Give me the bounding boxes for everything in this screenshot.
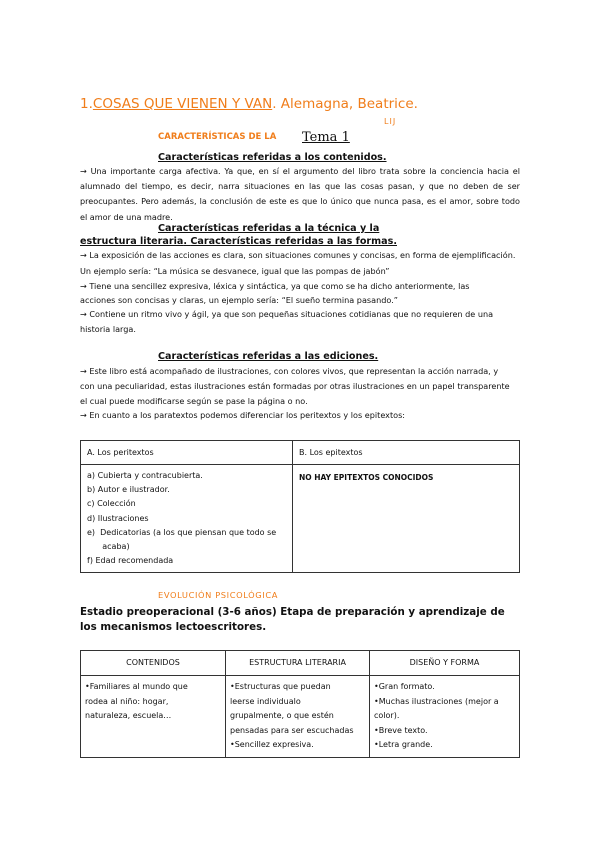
contenidos-cell bbox=[81, 676, 226, 758]
peritextos-cell bbox=[81, 465, 293, 573]
cell-line: •Gran formato. bbox=[374, 682, 435, 691]
list-item: f) Edad recomendada bbox=[87, 556, 174, 566]
contenidos-text: → Una importante carga afectiva. Ya que, en sí el argumento del libro trata sobre la conciencia hacia el alumnado del tiempo, es decir, narra situaciones en las que las cosas pasan, y que no deben de ser preocupantes. Pero además, la conclusión de este es que lo único que nunca pasa, es el amor, sobre todo el amor de una madre. bbox=[80, 166, 520, 222]
estructura-cell bbox=[226, 676, 370, 758]
book-title: COSAS QUE VIENEN Y VAN bbox=[92, 96, 273, 112]
list-item: a) Cubierta y contracubierta. bbox=[87, 471, 203, 480]
cell-line: grupalmente, o que estén bbox=[230, 711, 334, 721]
list-item: acaba) bbox=[87, 542, 130, 552]
tecnica-line: historia larga. bbox=[80, 324, 136, 334]
cell-line: •Estructuras que puedan bbox=[230, 682, 331, 691]
cell-line: •Letra grande. bbox=[374, 740, 433, 750]
cell-line: leerse individualo bbox=[230, 696, 301, 706]
estadio-heading: Estadio preoperacional (3-6 años) Etapa de preparación y aprendizaje de los mecanismos lectoescritores. bbox=[80, 606, 505, 633]
epitextos-header: B. Los epitextos bbox=[293, 441, 520, 465]
tecnica-line: → La exposición de las acciones es clara, son situaciones comunes y concisas, en forma de ejemplificación. bbox=[80, 250, 516, 260]
cell-line: naturaleza, escuela… bbox=[85, 711, 172, 721]
list-item: c) Colección bbox=[87, 499, 136, 509]
cell-line: •Breve texto. bbox=[374, 725, 428, 735]
tecnica-heading-1: Características referidas a la técnica y la bbox=[158, 223, 380, 234]
tema-heading: Tema 1 bbox=[302, 130, 350, 145]
tecnica-heading-2 bbox=[80, 236, 397, 247]
cell-line: •Sencillez expresiva. bbox=[230, 740, 314, 750]
cell-line: pensadas para ser escuchadas bbox=[230, 725, 354, 735]
cell-line: color). bbox=[374, 711, 400, 721]
diseno-cell bbox=[370, 676, 520, 758]
tecnica-line: acciones son concisas y claras, un ejemplo sería: “El sueño termina pasando.” bbox=[80, 295, 398, 305]
cell-line: •Muchas ilustraciones (mejor a bbox=[374, 696, 499, 706]
document-title bbox=[80, 96, 418, 112]
ediciones-line: → Este libro está acompañado de ilustraciones, con colores vivos, que representan la acción narrada, y bbox=[80, 366, 499, 376]
evolucion-label: EVOLUCIÓN PSICOLÓGICA bbox=[158, 590, 279, 600]
ediciones-line: el cual puede modificarse según se pase la página o no. bbox=[80, 396, 308, 406]
header-contenidos: CONTENIDOS bbox=[81, 651, 226, 676]
epitextos-cell: NO HAY EPITEXTOS CONOCIDOS bbox=[293, 465, 520, 573]
list-item: e) Dedicatorias (a los que piensan que todo se bbox=[87, 527, 277, 537]
paratextos-table bbox=[80, 440, 520, 573]
evolucion-table bbox=[80, 650, 520, 758]
tecnica-line: → Tiene una sencillez expresiva, léxica y sintáctica, ya que como se ha dicho anteriormente, las bbox=[80, 281, 470, 291]
header-diseno: DISEÑO Y FORMA bbox=[370, 651, 520, 676]
heading-separator: . bbox=[183, 236, 191, 247]
contenidos-heading: Características referidas a los contenidos. bbox=[158, 152, 387, 163]
ediciones-heading: Características referidas a las ediciones. bbox=[158, 351, 379, 362]
title-number: 1. bbox=[80, 96, 93, 112]
estructura-heading: estructura literaria bbox=[80, 236, 184, 247]
formas-heading: Características referidas a las formas. bbox=[190, 236, 397, 247]
header-estructura: ESTRUCTURA LITERARIA bbox=[226, 651, 370, 676]
caracteristicas-label: CARACTERÍSTICAS DE LA bbox=[158, 132, 277, 142]
cell-line: •Familiares al mundo que bbox=[85, 682, 188, 691]
book-author: . Alemagna, Beatrice. bbox=[272, 96, 418, 112]
tecnica-line: → Contiene un ritmo vivo y ágil, ya que son pequeñas situaciones cotidianas que no requieren de una bbox=[80, 309, 494, 319]
ediciones-line: con una peculiaridad, estas ilustraciones están formadas por otras ilustraciones en un papel transparente bbox=[80, 381, 510, 391]
lij-label: LIJ bbox=[384, 117, 397, 126]
list-item: b) Autor e ilustrador. bbox=[87, 485, 170, 495]
cell-line: rodea al niño: hogar, bbox=[85, 696, 169, 706]
peritextos-header: A. Los peritextos bbox=[81, 441, 293, 465]
list-item: d) Ilustraciones bbox=[87, 513, 149, 523]
peritextos-list bbox=[87, 469, 286, 568]
ediciones-line: → En cuanto a los paratextos podemos diferenciar los peritextos y los epitextos: bbox=[80, 410, 406, 420]
tecnica-line: Un ejemplo sería: “La música se desvanece, igual que las pompas de jabón” bbox=[80, 266, 390, 276]
